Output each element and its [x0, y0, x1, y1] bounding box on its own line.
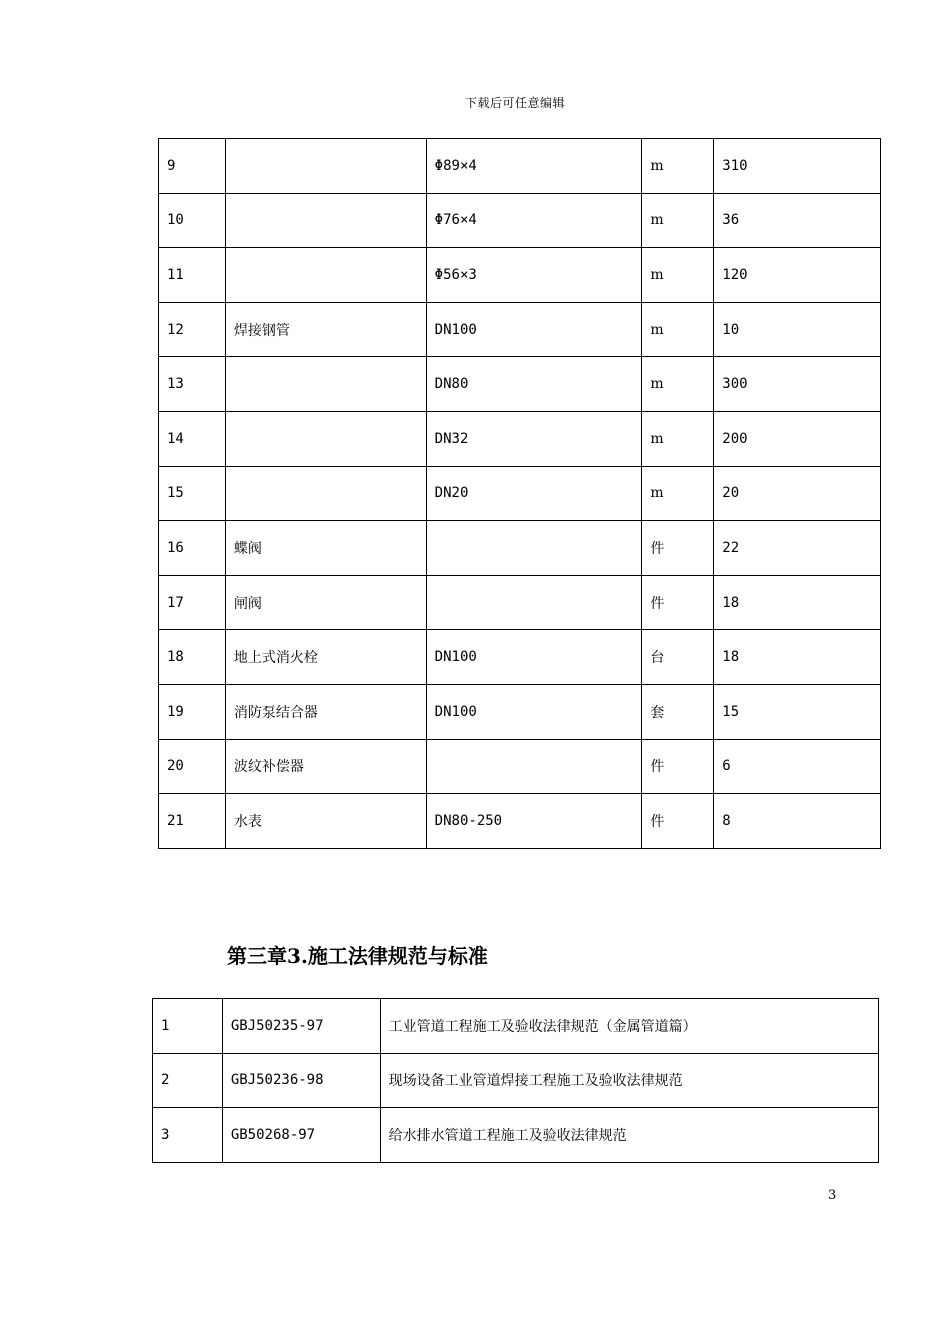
materials-row-unit: 台	[642, 630, 714, 685]
materials-row-number: 19	[159, 684, 226, 739]
table-row	[159, 521, 881, 576]
materials-row-quantity: 18	[714, 575, 881, 630]
table-row	[159, 794, 881, 849]
materials-row-number: 13	[159, 357, 226, 412]
materials-row-name	[225, 193, 426, 248]
table-row	[159, 630, 881, 685]
table-row	[153, 1108, 879, 1163]
standards-row-number: 2	[153, 1053, 223, 1108]
materials-row-number: 15	[159, 466, 226, 521]
materials-row-spec: DN100	[426, 302, 642, 357]
table-row	[159, 739, 881, 794]
materials-row-number: 10	[159, 193, 226, 248]
standards-row-number: 1	[153, 999, 223, 1054]
standards-table-body	[153, 999, 879, 1163]
materials-row-unit: m	[642, 248, 714, 303]
materials-row-quantity: 20	[714, 466, 881, 521]
materials-row-quantity: 6	[714, 739, 881, 794]
materials-row-unit: m	[642, 139, 714, 194]
materials-row-unit: m	[642, 411, 714, 466]
materials-row-number: 12	[159, 302, 226, 357]
materials-row-unit: 件	[642, 739, 714, 794]
materials-table-body	[159, 139, 881, 849]
materials-row-quantity: 10	[714, 302, 881, 357]
materials-row-unit: m	[642, 357, 714, 412]
materials-row-spec: DN100	[426, 684, 642, 739]
materials-row-name	[225, 139, 426, 194]
table-row	[159, 684, 881, 739]
materials-row-spec: DN20	[426, 466, 642, 521]
page-header: 下载后可任意编辑	[464, 96, 565, 110]
table-row	[159, 357, 881, 412]
materials-row-number: 20	[159, 739, 226, 794]
materials-row-unit: 件	[642, 521, 714, 576]
materials-row-spec: Φ89×4	[426, 139, 642, 194]
materials-row-number: 14	[159, 411, 226, 466]
standards-row-code: GBJ50235-97	[222, 999, 380, 1054]
table-row	[159, 248, 881, 303]
materials-row-spec	[426, 575, 642, 630]
materials-row-number: 21	[159, 794, 226, 849]
materials-row-spec: DN80-250	[426, 794, 642, 849]
materials-row-unit: 件	[642, 575, 714, 630]
materials-row-name: 地上式消火栓	[225, 630, 426, 685]
materials-row-name	[225, 357, 426, 412]
materials-row-name: 蝶阀	[225, 521, 426, 576]
standards-row-title: 工业管道工程施工及验收法律规范（金属管道篇）	[380, 999, 878, 1054]
materials-row-name: 波纹补偿器	[225, 739, 426, 794]
materials-row-number: 17	[159, 575, 226, 630]
standards-row-title: 现场设备工业管道焊接工程施工及验收法律规范	[380, 1053, 878, 1108]
materials-row-quantity: 200	[714, 411, 881, 466]
materials-row-unit: m	[642, 193, 714, 248]
materials-row-quantity: 22	[714, 521, 881, 576]
materials-row-name: 消防泵结合器	[225, 684, 426, 739]
materials-row-spec: DN80	[426, 357, 642, 412]
materials-row-spec: Φ76×4	[426, 193, 642, 248]
materials-row-quantity: 8	[714, 794, 881, 849]
materials-row-quantity: 36	[714, 193, 881, 248]
materials-row-name	[225, 466, 426, 521]
materials-row-unit: m	[642, 466, 714, 521]
materials-row-name	[225, 411, 426, 466]
materials-row-unit: 套	[642, 684, 714, 739]
materials-row-name: 水表	[225, 794, 426, 849]
materials-table	[158, 138, 881, 849]
page-number: 3	[828, 1188, 837, 1203]
table-row	[159, 139, 881, 194]
materials-row-spec	[426, 739, 642, 794]
materials-row-number: 9	[159, 139, 226, 194]
materials-row-name: 闸阀	[225, 575, 426, 630]
standards-row-code: GB50268-97	[222, 1108, 380, 1163]
table-row	[153, 999, 879, 1054]
table-row	[153, 1053, 879, 1108]
materials-row-quantity: 15	[714, 684, 881, 739]
standards-row-number: 3	[153, 1108, 223, 1163]
materials-row-unit: m	[642, 302, 714, 357]
materials-row-unit: 件	[642, 794, 714, 849]
materials-row-spec: DN100	[426, 630, 642, 685]
table-row	[159, 193, 881, 248]
table-row	[159, 411, 881, 466]
materials-row-quantity: 300	[714, 357, 881, 412]
materials-row-spec: Φ56×3	[426, 248, 642, 303]
materials-row-quantity: 310	[714, 139, 881, 194]
table-row	[159, 466, 881, 521]
materials-row-quantity: 120	[714, 248, 881, 303]
section-heading: 第三章3.施工法律规范与标准	[227, 944, 488, 968]
materials-row-number: 18	[159, 630, 226, 685]
materials-row-quantity: 18	[714, 630, 881, 685]
table-row	[159, 575, 881, 630]
standards-row-code: GBJ50236-98	[222, 1053, 380, 1108]
materials-row-name: 焊接钢管	[225, 302, 426, 357]
standards-table	[152, 998, 879, 1163]
materials-row-spec	[426, 521, 642, 576]
materials-row-spec: DN32	[426, 411, 642, 466]
standards-row-title: 给水排水管道工程施工及验收法律规范	[380, 1108, 878, 1163]
table-row	[159, 302, 881, 357]
materials-row-name	[225, 248, 426, 303]
materials-row-number: 16	[159, 521, 226, 576]
materials-row-number: 11	[159, 248, 226, 303]
